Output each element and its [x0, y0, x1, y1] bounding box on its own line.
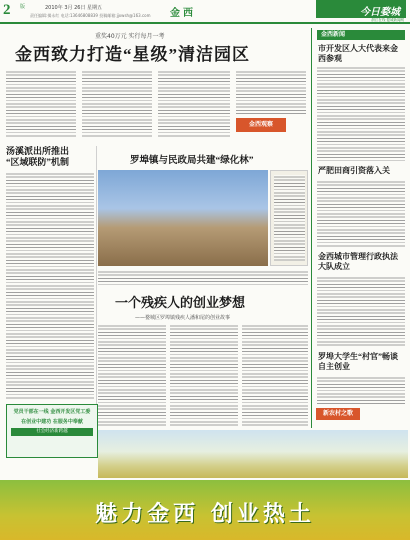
- right-item-4-headline: 罗埠大学生“村官”畅谈自主创业: [318, 352, 398, 371]
- lead-kicker: 重奖40万元 实行每月一考: [95, 33, 165, 40]
- ad-line-1: 党员干部在一线 金西开发区党工委: [13, 409, 91, 415]
- newspaper-logo: 今日婺城: [316, 0, 406, 18]
- lead-body-col-2: [82, 70, 152, 138]
- footer-banner-text: 魅力金西 创业热土: [95, 501, 315, 527]
- right-item-1-body: [317, 66, 405, 162]
- masthead: [0, 0, 410, 24]
- feature-body-col-3: [242, 324, 308, 426]
- photo-sidebar: [270, 170, 308, 266]
- page-number: 2: [3, 2, 11, 18]
- lead-body-col-3: [158, 70, 230, 138]
- feature-body-col-1: [98, 324, 166, 426]
- left-story-headline: [6, 146, 69, 168]
- issue-date: 2010年 3月 26日 星期五: [45, 5, 103, 11]
- section-tag: 金西观察: [236, 118, 286, 132]
- right-item-2-headline: 严肥田商引资落入关: [318, 166, 390, 175]
- feature-headline: 一个残疾人的创业梦想: [115, 295, 246, 310]
- right-column-label: 金西新闻: [317, 30, 405, 40]
- party-ad-box: [6, 404, 98, 458]
- column-divider: [96, 146, 97, 426]
- landscape-photo: [98, 430, 408, 478]
- feature-body-col-2: [170, 324, 238, 426]
- right-item-4-body: [317, 376, 405, 404]
- right-tag: 新农村之歌: [316, 408, 360, 420]
- tree-planting-photo: [98, 170, 268, 266]
- left-story-headline-line-1: 汤溪派出所推出: [6, 146, 70, 156]
- lead-headline: 金西致力打造“星级”清洁园区: [15, 45, 250, 64]
- right-item-3-body: [317, 276, 405, 348]
- photo-story-body: [98, 270, 308, 286]
- left-story-body: [6, 172, 94, 400]
- feature-subhead: ——婺城区罗埠镇残疾人潘和尾的创业故事: [135, 315, 231, 321]
- right-item-3-headline: 金西城市管理行政执法大队成立: [318, 252, 398, 271]
- photo-sidebar-text: [274, 175, 305, 261]
- editor-info: 责任编辑:揭永红 电话:13646808839 投稿邮箱:jjxwsh@163.com: [30, 13, 151, 18]
- left-story-headline-line-2: “区域联防”机制: [6, 157, 70, 167]
- ad-bar: 社会经济新跨越: [11, 428, 93, 436]
- page-number-label: 版: [20, 4, 26, 10]
- right-item-1-headline: 市开发区人大代表来金西参观: [318, 44, 398, 63]
- section-title: 金西: [170, 8, 196, 19]
- right-column-rule: [311, 28, 312, 428]
- ad-line-2: 在创业中建功 在服务中奉献: [21, 419, 83, 425]
- newspaper-logo-sub: 浙江在线·婺城新闻网: [371, 18, 404, 22]
- right-item-2-body: [317, 180, 405, 248]
- photo-headline: 罗埠镇与民政局共建“绿化林”: [130, 156, 254, 166]
- lead-body-col-4: [236, 70, 306, 114]
- lead-body-col-1: [6, 70, 76, 138]
